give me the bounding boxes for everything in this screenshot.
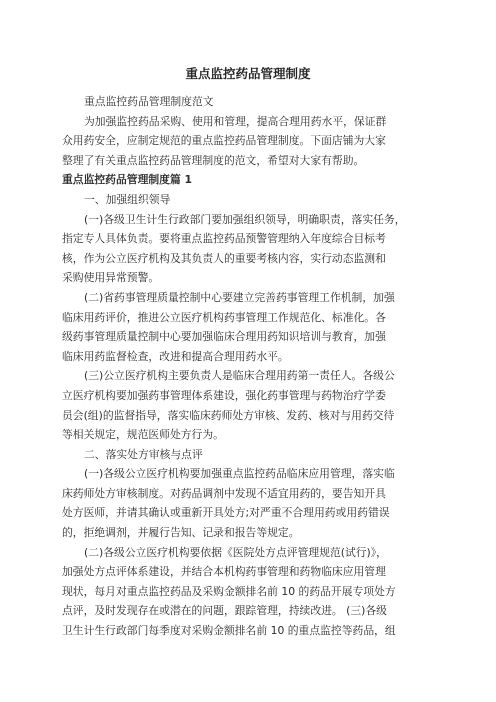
text-line: 二、落实处方审核与点评 xyxy=(84,447,203,461)
text-line: 采购使用异常预警。 xyxy=(62,271,160,285)
text-line: (一)各级公立医疗机构要加强重点监控药品临床应用管理，落实临 xyxy=(84,467,395,481)
text-line: 众用药安全，应制定规范的重点监控药品管理制度。下面店铺为大家 xyxy=(62,134,386,148)
text-line: 卫生计生行政部门每季度对采购金额排名前 10 的重点监控等药品，组 xyxy=(62,624,396,638)
text-line: 现状，每月对重点监控药品及采购金额排名前 10 的药品开展专项处方 xyxy=(62,584,396,598)
document-title: 重点监控药品管理制度 xyxy=(185,66,311,81)
text-line: (三)公立医疗机构主要负责人是临床合理用药第一责任人。各级公 xyxy=(84,369,395,383)
text-line: 点评，及时发现存在或潜在的问题，跟踪管理，持续改进。 (三)各级 xyxy=(62,604,387,618)
text-line: 等相关规定，规范医师处方行为。 xyxy=(62,428,224,442)
text-line: 床药师处方审核制度。对药品调剂中发现不适宜用药的，要告知开具 xyxy=(62,486,386,500)
text-line: 整理了有关重点监控药品管理制度的范文，希望对大家有帮助。 xyxy=(62,153,365,167)
text-line: (二)省药事管理质量控制中心要建立完善药事管理工作机制，加强 xyxy=(84,290,395,304)
text-line: 级药事管理质量控制中心要加强临床合理用药知识培训与教育，加强 xyxy=(62,330,386,344)
text-line: (二)各级公立医疗机构要依据《医院处方点评管理规范(试行)》， xyxy=(84,545,387,559)
text-line: 加强处方点评体系建设，并结合本机构药事管理和药物临床应用管理 xyxy=(62,565,386,579)
section-heading: 重点监控药品管理制度篇 1 xyxy=(62,173,193,187)
text-line: 处方医师，并请其确认或重新开具处方;对严重不合理用药或用药错误 xyxy=(62,506,390,520)
document-body xyxy=(62,92,434,641)
text-line: 为加强监控药品采购、使用和管理，提高合理用药水平，保证群 xyxy=(84,114,387,128)
text-line: 指定专人具体负责。要将重点监控药品预警管理纳入年度综合目标考 xyxy=(62,232,386,246)
text-line: 重点监控药品管理制度范文 xyxy=(84,95,214,108)
text-line: 一、加强组织领导 xyxy=(84,192,171,206)
text-line: 临床用药监督检查，改进和提高合理用药水平。 xyxy=(62,349,289,363)
text-line: 的，拒绝调剂，并履行告知、记录和报告等规定。 xyxy=(62,526,300,540)
text-line: 核，作为公立医疗机构及其负责人的重要考核内容，实行动态监测和 xyxy=(62,251,386,265)
text-line: 员会(组)的监督指导，落实临床药师处方审核、发药、核对与用药交待 xyxy=(62,408,395,422)
text-line: 立医疗机构要加强药事管理体系建设，强化药事管理与药物治疗学委 xyxy=(62,388,386,402)
text-line: 临床用药评价，推进公立医疗机构药事管理工作规范化、标准化。各 xyxy=(62,310,386,324)
text-line: (一)各级卫生计生行政部门要加强组织领导，明确职责，落实任务， xyxy=(84,212,406,226)
